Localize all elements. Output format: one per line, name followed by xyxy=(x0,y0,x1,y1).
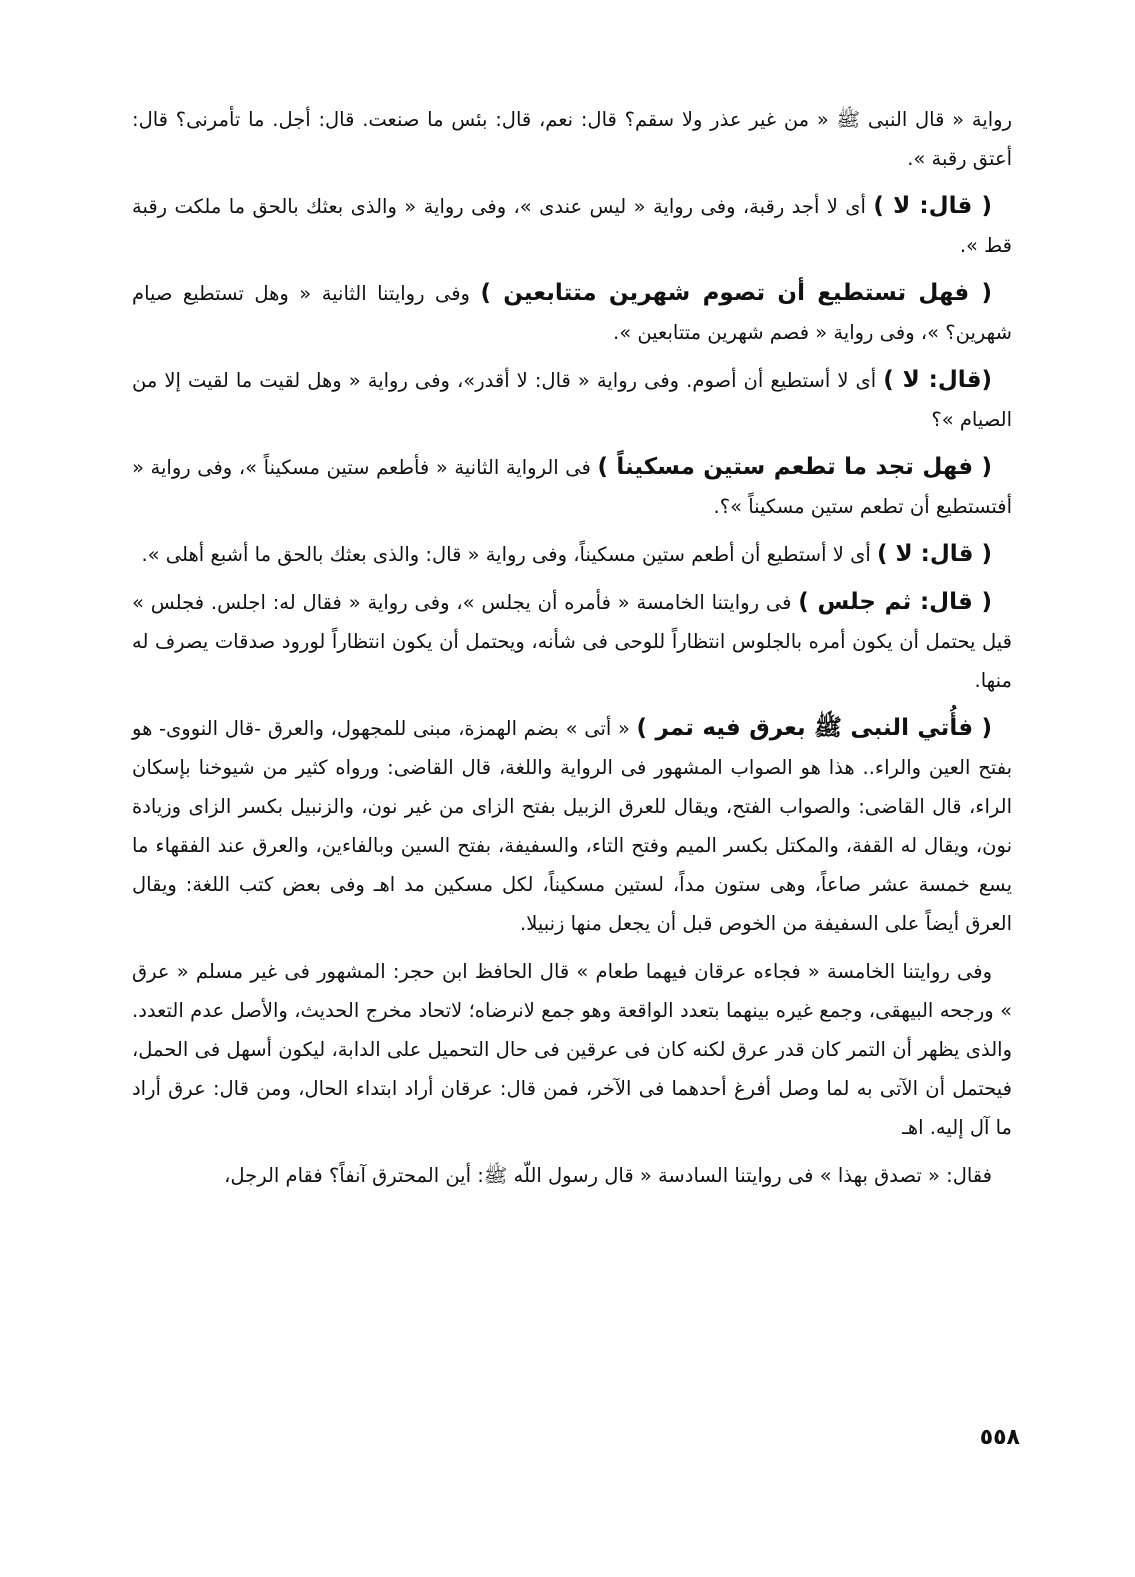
paragraph-6-heading: ( قال: لا ) xyxy=(876,541,992,567)
paragraph-4-body: أى لا أستطيع أن أصوم. وفى رواية « قال: لا أقدر»، وفى رواية « وهل لقيت ما لقيت إلا من الصيام »؟ xyxy=(132,369,1012,431)
paragraph-9 xyxy=(132,952,1012,1147)
page-number: ٥٥٨ xyxy=(979,1425,1020,1450)
paragraph-8 xyxy=(132,709,1012,943)
paragraph-3-heading: ( فهل تستطيع أن تصوم شهرين متتابعين ) xyxy=(480,280,992,306)
paragraph-4-heading: (قال: لا ) xyxy=(883,367,993,393)
paragraph-10-body: فقال: « تصدق بهذا » فى روايتنا السادسة « قال رسول اللّه ﷺ: أين المحترق آنفاً؟ فقام الرجل، xyxy=(224,1164,992,1187)
paragraph-9-body: وفى روايتنا الخامسة « فجاءه عرقان فيهما طعام » قال الحافظ ابن حجر: المشهور فى غير مسلم « عرق » ورجحه البيهقى، وجمع غيره بينهما بتعدد الواقعة وهو جمع لانرضاه؛ لاتحاد مخرج الحديث، والأصل عدم التعدد. والذى يظهر أن التمر كان قدر عرق لكنه كان فى عرقين فى حال التحميل على الدابة، ليكون أسهل فى الحمل، فيحتمل أن الآتى به لما وصل أفرغ أحدهما فى الآخر، فمن قال: عرقان أراد ابتداء الحال، ومن قال: عرق أراد ما آل إليه. اهـ xyxy=(132,960,1012,1139)
text-column xyxy=(132,100,1012,1204)
paragraph-2 xyxy=(132,187,1012,265)
paragraph-3 xyxy=(132,274,1012,352)
paragraph-8-body: « أتى » بضم الهمزة، مبنى للمجهول، والعرق -قال النووى- هو بفتح العين والراء.. هذا هو الصواب المشهور فى الرواية واللغة، قال القاضى: ورواه كثير من شيوخنا بإسكان الراء، قال القاضى: والصواب الفتح، ويقال للعرق الزبيل بفتح الزاى من غير نون، والزنبيل بكسر الزاى وزيادة نون، ويقال له القفة، والمكتل بكسر الميم وفتح التاء، والسفيفة، بفتح السين وبالفاءين، والعرق عند الفقهاء ما يسع خمسة عشر صاعاً، وهى ستون مداً، لستين مسكيناً، لكل مسكين مد اهـ وفى بعض كتب اللغة: ويقال العرق أيضاً على السفيفة من الخوص قبل أن يجعل منها زنبيلا. xyxy=(132,717,1012,935)
paragraph-2-heading: ( قال: لا ) xyxy=(873,193,992,219)
paragraph-7 xyxy=(132,583,1012,700)
paragraph-3-body: وفى روايتنا الثانية « وهل تستطيع صيام شهرين؟ »، وفى رواية « فصم شهرين متتابعين ». xyxy=(132,282,1012,344)
paragraph-7-heading: ( قال: ثم جلس ) xyxy=(798,589,992,615)
paragraph-6 xyxy=(132,535,1012,574)
paragraph-6-body: أى لا أستطيع أن أطعم ستين مسكيناً، وفى رواية « قال: والذى بعثك بالحق ما أشبع أهلى ». xyxy=(141,543,877,566)
paragraph-5-body: فى الرواية الثانية « فأطعم ستين مسكيناً »، وفى رواية « أفتستطيع أن تطعم ستين مسكيناً »؟. xyxy=(132,456,1012,518)
paragraph-10 xyxy=(132,1156,1012,1195)
paragraph-4 xyxy=(132,361,1012,439)
paragraph-8-heading: ( فأُتي النبى ﷺ بعرق فيه تمر ) xyxy=(636,715,992,741)
paragraph-5-heading: ( فهل تجد ما تطعم ستين مسكيناً ) xyxy=(597,454,992,480)
paragraph-7-body: فى روايتنا الخامسة « فأمره أن يجلس »، وفى رواية « فقال له: اجلس. فجلس » قيل يحتمل أن يكون أمره بالجلوس انتظاراً للوحى فى شأنه، ويحتمل أن يكون انتظاراً لورود صدقات يصرف له منها. xyxy=(132,591,1012,692)
paragraph-1 xyxy=(132,100,1012,178)
paragraph-1-body: رواية « قال النبى ﷺ « من غير عذر ولا سقم؟ قال: نعم، قال: بئس ما صنعت. قال: أجل. ما تأمرنى؟ قال: أعتق رقبة ». xyxy=(132,108,1012,170)
paragraph-5 xyxy=(132,448,1012,526)
paragraph-2-body: أى لا أجد رقبة، وفى رواية « ليس عندى »، وفى رواية « والذى بعثك بالحق ما ملكت رقبة قط ». xyxy=(132,195,1012,257)
